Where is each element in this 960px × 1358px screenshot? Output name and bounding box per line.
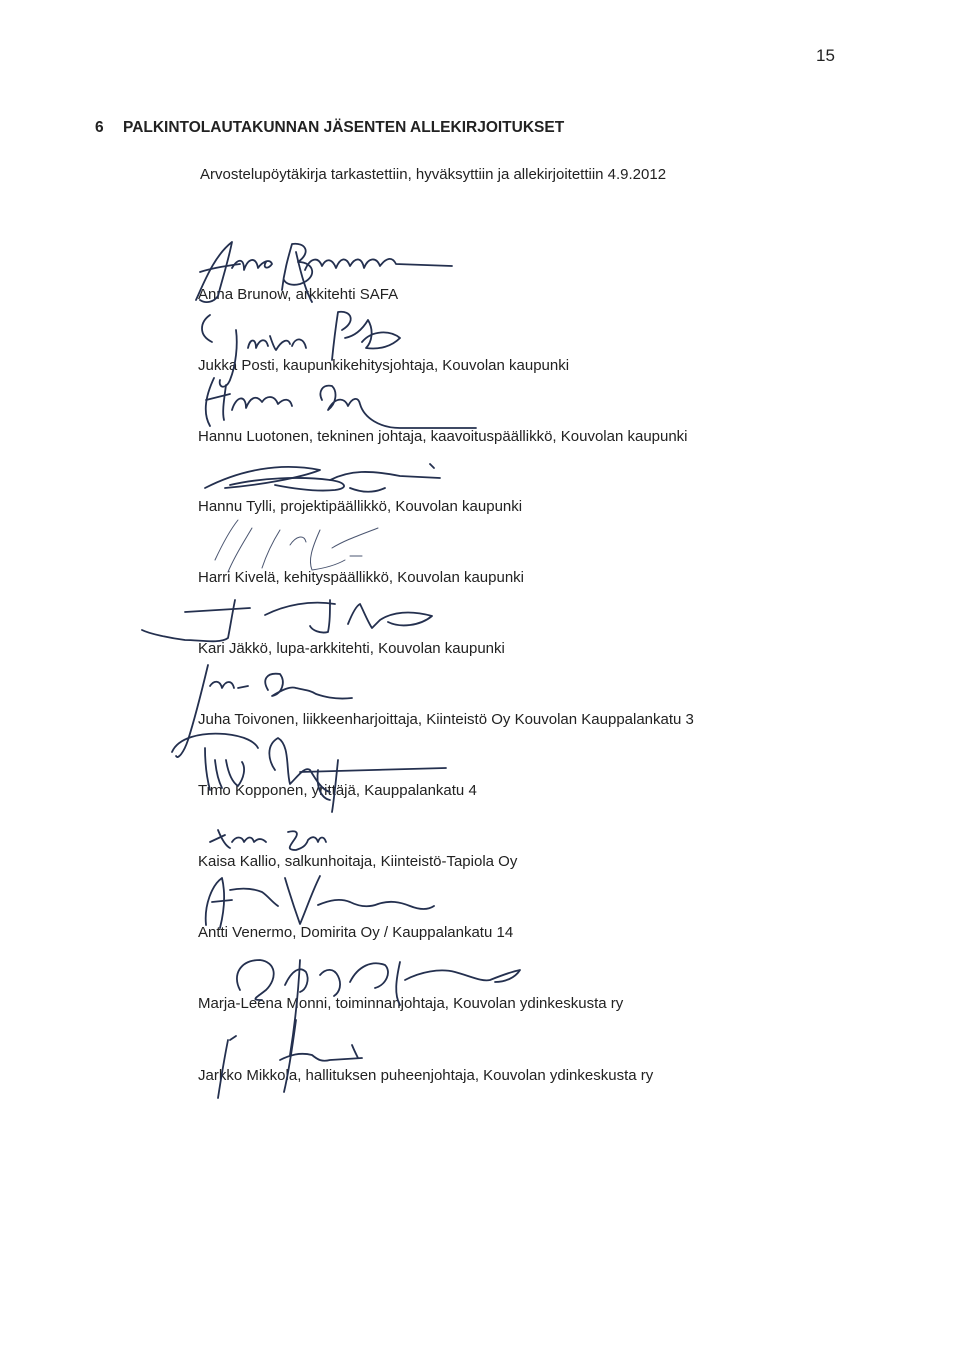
signatory-line: Kaisa Kallio, salkunhoitaja, Kiinteistö-Tapiola Oy	[198, 853, 518, 870]
signatory-line: Juha Toivonen, liikkeenharjoittaja, Kiinteistö Oy Kouvolan Kauppalankatu 3	[198, 711, 694, 728]
signatory-line: Jukka Posti, kaupunkikehitysjohtaja, Kouvolan kaupunki	[198, 357, 570, 374]
section-title: PALKINTOLAUTAKUNNAN JÄSENTEN ALLEKIRJOITUKSET	[123, 119, 565, 136]
signature-kaisa-kallio	[210, 830, 326, 850]
signatory-line: Harri Kivelä, kehityspäällikkö, Kouvolan kaupunki	[198, 569, 525, 586]
signatory-line: Kari Jäkkö, lupa-arkkitehti, Kouvolan kaupunki	[198, 640, 505, 657]
signature-hannu-luotonen	[206, 378, 476, 428]
signature-hannu-tylli	[205, 464, 440, 492]
signatory-line: Antti Venermo, Domirita Oy / Kauppalankatu 14	[198, 924, 514, 941]
signatory-line: Anna Brunow, arkkitehti SAFA	[198, 286, 399, 303]
page-number: 15	[816, 46, 835, 65]
signatory-line: Timo Kopponen, yrittäjä, Kauppalankatu 4	[198, 782, 477, 799]
section-number: 6	[95, 119, 104, 136]
signature-harri-kivela	[215, 520, 378, 572]
signature-antti-venermo	[206, 876, 434, 928]
signatory-line: Jarkko Mikkola, hallituksen puheenjohtaja, Kouvolan ydinkeskusta ry	[198, 1067, 654, 1084]
intro-text: Arvostelupöytäkirja tarkastettiin, hyväksyttiin ja allekirjoitettiin 4.9.2012	[200, 166, 667, 183]
signature-jarkko-mikkola	[218, 1020, 362, 1098]
signatory-line: Hannu Tylli, projektipäällikkö, Kouvolan kaupunki	[198, 498, 523, 515]
signatory-line: Hannu Luotonen, tekninen johtaja, kaavoituspäällikkö, Kouvolan kaupunki	[198, 428, 688, 445]
signature-kari-jakko	[142, 600, 432, 641]
signatory-line: Marja-Leena Monni, toiminnanjohtaja, Kouvolan ydinkeskusta ry	[198, 995, 624, 1012]
